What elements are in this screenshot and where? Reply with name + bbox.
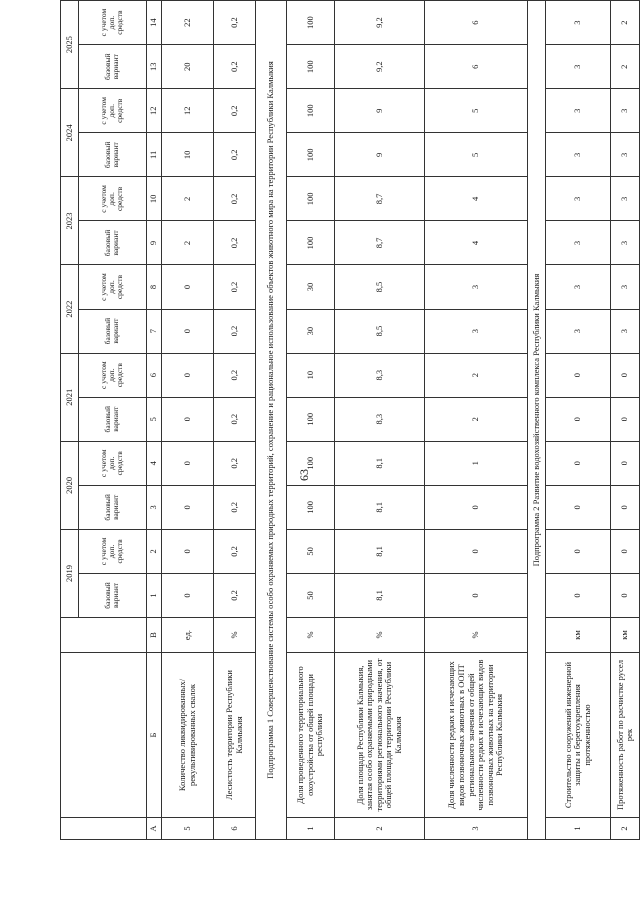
value-cell: 50: [286, 573, 334, 617]
value-cell: 0: [161, 485, 214, 529]
table-row: [545, 1, 611, 840]
value-cell: 0: [161, 573, 214, 617]
value-cell: 100: [286, 1, 334, 45]
value-cell: 9,2: [335, 45, 425, 89]
year-header: 2023: [61, 177, 79, 265]
value-cell: 0: [545, 441, 611, 485]
col-index: 4: [146, 441, 161, 485]
subprogram-row: [528, 1, 546, 840]
value-cell: 30: [286, 265, 334, 309]
value-cell: 3: [545, 177, 611, 221]
value-cell: 8,1: [335, 529, 425, 573]
extra-funds-header: с учетом доп. средств: [78, 1, 146, 45]
value-cell: 0: [425, 573, 528, 617]
value-cell: 8,3: [335, 353, 425, 397]
value-cell: 0,2: [214, 529, 256, 573]
unit: %: [335, 618, 425, 653]
value-cell: 10: [161, 133, 214, 177]
value-cell: 30: [286, 309, 334, 353]
year-header: 2020: [61, 441, 79, 529]
unit: %: [214, 618, 256, 653]
extra-funds-header: с учетом доп. средств: [78, 353, 146, 397]
value-cell: 9,2: [335, 1, 425, 45]
value-cell: 0: [611, 573, 640, 617]
year-header: 2022: [61, 265, 79, 353]
indicator-name: Протяженность работ по расчистке русел рек: [611, 653, 640, 818]
value-cell: 3: [545, 1, 611, 45]
row-number: 1: [286, 818, 334, 840]
value-cell: 0: [425, 529, 528, 573]
value-cell: 3: [611, 309, 640, 353]
value-cell: 0,2: [214, 177, 256, 221]
col-index: 5: [146, 397, 161, 441]
value-cell: 0,2: [214, 89, 256, 133]
value-cell: 0,2: [214, 309, 256, 353]
extra-funds-header: с учетом доп. средств: [78, 441, 146, 485]
indicator-name: Доля численности редких и исчезающих видов позвоночных животных в ООПТ регионального значения от общей численности редких и исчезающих видов позвоночных животных на территории Республики Калмыкия: [425, 653, 528, 818]
col-index: 3: [146, 485, 161, 529]
col-index: 9: [146, 221, 161, 265]
unit: км: [545, 618, 611, 653]
year-header: 2024: [61, 89, 79, 177]
unit: %: [286, 618, 334, 653]
value-cell: 0,2: [214, 485, 256, 529]
value-cell: 0,2: [214, 573, 256, 617]
indicator-name: Доля проведенного территориального охоустройства от общей площади республики: [286, 653, 334, 818]
col-index: Б: [146, 653, 161, 818]
col-index: 2: [146, 529, 161, 573]
value-cell: 0,2: [214, 353, 256, 397]
value-cell: 2: [611, 45, 640, 89]
value-cell: 5: [425, 133, 528, 177]
value-cell: 8,5: [335, 265, 425, 309]
value-cell: 0: [425, 485, 528, 529]
value-cell: 100: [286, 221, 334, 265]
value-cell: 100: [286, 441, 334, 485]
table-row: [335, 1, 425, 840]
row-number: 6: [214, 818, 256, 840]
value-cell: 0: [161, 441, 214, 485]
unit: км: [611, 618, 640, 653]
value-cell: 0: [611, 485, 640, 529]
indicator-name: Количество ликвидированных/рекультивированных свалок: [161, 653, 214, 818]
value-cell: 0,2: [214, 133, 256, 177]
value-cell: 0: [161, 353, 214, 397]
value-cell: 0,2: [214, 221, 256, 265]
value-cell: 3: [545, 265, 611, 309]
value-cell: 3: [545, 221, 611, 265]
extra-funds-header: с учетом доп. средств: [78, 265, 146, 309]
value-cell: 3: [425, 309, 528, 353]
value-cell: 3: [545, 133, 611, 177]
col-index: 1: [146, 573, 161, 617]
value-cell: 3: [545, 309, 611, 353]
value-cell: 9: [335, 89, 425, 133]
col-index: А: [146, 818, 161, 840]
value-cell: 0: [161, 397, 214, 441]
value-cell: 8,1: [335, 441, 425, 485]
table-row: [425, 1, 528, 840]
year-header: 2021: [61, 353, 79, 441]
base-variant-header: базовый вариант: [78, 397, 146, 441]
col-index: 14: [146, 1, 161, 45]
subprogram-row: [256, 1, 287, 840]
base-variant-header: базовый вариант: [78, 45, 146, 89]
row-number: 1: [545, 818, 611, 840]
value-cell: 9: [335, 133, 425, 177]
value-cell: 3: [611, 265, 640, 309]
row-number: 5: [161, 818, 214, 840]
col-index: 12: [146, 89, 161, 133]
base-variant-header: базовый вариант: [78, 133, 146, 177]
value-cell: 2: [161, 221, 214, 265]
unit: ед.: [161, 618, 214, 653]
col-index: 7: [146, 309, 161, 353]
value-cell: 10: [286, 353, 334, 397]
value-cell: 0: [545, 353, 611, 397]
indicator-name: Лесистость территории Республики Калмыкия: [214, 653, 256, 818]
value-cell: 0: [545, 573, 611, 617]
table-row: [214, 1, 256, 840]
extra-funds-header: с учетом доп. средств: [78, 89, 146, 133]
value-cell: 0: [545, 397, 611, 441]
value-cell: 3: [611, 221, 640, 265]
value-cell: 0: [611, 529, 640, 573]
value-cell: 0,2: [214, 397, 256, 441]
col-index: 6: [146, 353, 161, 397]
base-variant-header: базовый вариант: [78, 573, 146, 617]
indicator-name: Строительство сооружений инженерной защиты и берегоукрепления протяженностью: [545, 653, 611, 818]
value-cell: 0: [161, 529, 214, 573]
value-cell: 0,2: [214, 1, 256, 45]
value-cell: 8,7: [335, 221, 425, 265]
table-row: [611, 1, 640, 840]
value-cell: 6: [425, 1, 528, 45]
table-row: [286, 1, 334, 840]
value-cell: 4: [425, 221, 528, 265]
value-cell: 3: [611, 133, 640, 177]
col-index: 10: [146, 177, 161, 221]
value-cell: 2: [161, 177, 214, 221]
value-cell: 100: [286, 45, 334, 89]
value-cell: 5: [425, 89, 528, 133]
value-cell: 8,1: [335, 573, 425, 617]
rotated-table-container: [60, 0, 640, 840]
base-variant-header: базовый вариант: [78, 485, 146, 529]
value-cell: 20: [161, 45, 214, 89]
value-cell: 50: [286, 529, 334, 573]
value-cell: 2: [425, 353, 528, 397]
row-number: 2: [611, 818, 640, 840]
year-header: 2025: [61, 1, 79, 89]
value-cell: 3: [425, 265, 528, 309]
value-cell: 3: [611, 89, 640, 133]
indicator-name: Доля площади Республики Калмыкия, занятая особо охраняемыми природными территориями регионального значения, от общей площади территории Республики Калмыкия: [335, 653, 425, 818]
value-cell: 100: [286, 177, 334, 221]
value-cell: 8,7: [335, 177, 425, 221]
base-variant-header: базовый вариант: [78, 221, 146, 265]
base-variant-header: базовый вариант: [78, 309, 146, 353]
indicators-table: [60, 0, 640, 840]
value-cell: 0: [611, 441, 640, 485]
col-index: 13: [146, 45, 161, 89]
header-blank-name: [61, 653, 147, 818]
value-cell: 100: [286, 485, 334, 529]
table-row: [161, 1, 214, 840]
value-cell: 0: [161, 265, 214, 309]
value-cell: 100: [286, 397, 334, 441]
value-cell: 100: [286, 133, 334, 177]
value-cell: 3: [545, 89, 611, 133]
page-number: 63: [297, 469, 311, 481]
value-cell: 12: [161, 89, 214, 133]
subprogram-2-title: Подпрограмма 2 Развитие водохозяйственного комплекса Республики Калмыкия: [528, 1, 546, 840]
value-cell: 0: [611, 353, 640, 397]
value-cell: 0,2: [214, 45, 256, 89]
row-number: 3: [425, 818, 528, 840]
value-cell: 8,3: [335, 397, 425, 441]
extra-funds-header: с учетом доп. средств: [78, 177, 146, 221]
column-index-row: [146, 1, 161, 840]
value-cell: 2: [425, 397, 528, 441]
value-cell: 22: [161, 1, 214, 45]
unit: %: [425, 618, 528, 653]
col-index: 11: [146, 133, 161, 177]
value-cell: 0: [545, 529, 611, 573]
value-cell: 6: [425, 45, 528, 89]
year-header: 2019: [61, 529, 79, 617]
value-cell: 3: [611, 177, 640, 221]
header-blank-unit: [61, 618, 147, 653]
col-index: 8: [146, 265, 161, 309]
value-cell: 8,1: [335, 485, 425, 529]
value-cell: 0: [161, 309, 214, 353]
value-cell: 2: [611, 1, 640, 45]
value-cell: 0,2: [214, 441, 256, 485]
value-cell: 0: [545, 485, 611, 529]
col-index: В: [146, 618, 161, 653]
value-cell: 100: [286, 89, 334, 133]
value-cell: 4: [425, 177, 528, 221]
extra-funds-header: с учетом доп. средств: [78, 529, 146, 573]
value-cell: 1: [425, 441, 528, 485]
value-cell: 3: [545, 45, 611, 89]
header-blank-num: [61, 818, 147, 840]
row-number: 2: [335, 818, 425, 840]
value-cell: 8,5: [335, 309, 425, 353]
subprogram-1-title: Подпрограмма 1 Совершенствование системы особо охраняемых природных территорий, сохранение и рациональное использование объектов животного мира на территории Республики Калмыкия: [256, 1, 287, 840]
value-cell: 0: [611, 397, 640, 441]
value-cell: 0,2: [214, 265, 256, 309]
